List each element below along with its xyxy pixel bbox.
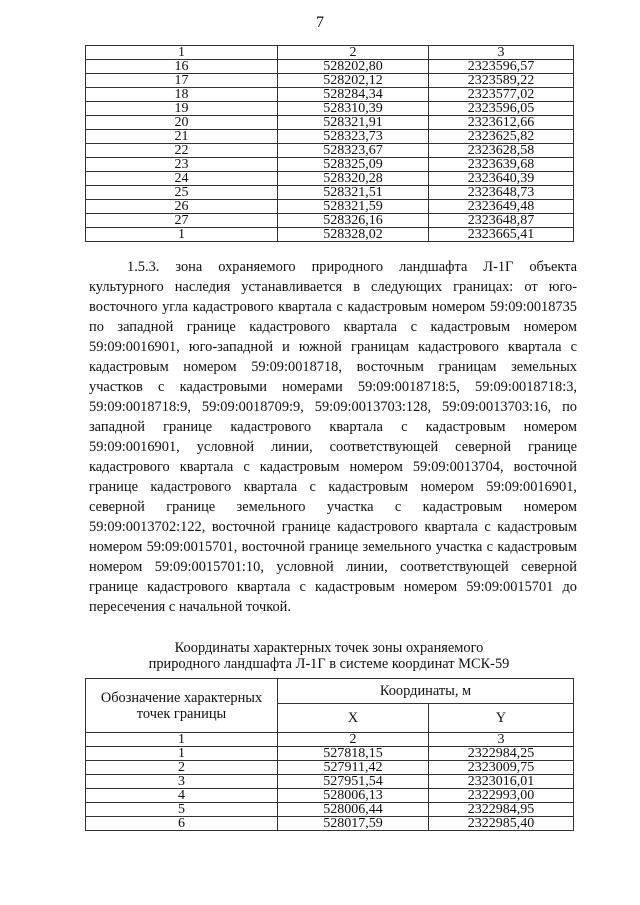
x-cell: 528320,28	[278, 172, 429, 186]
table-row	[86, 200, 574, 214]
x-cell: 528006,44	[278, 803, 429, 817]
col-header-y: Y	[429, 704, 574, 733]
point-cell: 1	[86, 228, 278, 242]
table-row	[86, 144, 574, 158]
table-row	[86, 102, 574, 116]
y-cell: 2322984,25	[429, 747, 574, 761]
table-caption	[85, 640, 573, 672]
table-row	[86, 186, 574, 200]
x-cell: 528323,67	[278, 144, 429, 158]
x-cell: 2	[278, 733, 429, 747]
x-cell: 528017,59	[278, 817, 429, 831]
col-header-points: Обозначение характерных точек границы	[86, 679, 278, 733]
paragraph-1-5-3: 1.5.3. зона охраняемого природного ландшафта Л-1Г объекта культурного наследия устанавливается в следующих границах: от юго-восточного угла кадастрового квартала с кадастровым номером 59:09:0018735 по западной границе кадастрового квартала с кадастровым номером 59:09:0016901, юго-западной и южной границам кадастрового квартала с кадастровым номером 59:09:0018718, восточным границам земельных участков с кадастровыми номерами 59:09:0018718:5, 59:09:0018718:3, 59:09:0018718:9, 59:09:0018709:9, 59:09:0013703:128, 59:09:0013703:16, по западной границе кадастрового квартала с кадастровым номером 59:09:0016901, условной линии, соответствующей северной границе кадастрового квартала с кадастровым номером 59:09:0013704, восточной границе кадастрового квартала с кадастровым номером 59:09:0016901, северной границе земельного участка с кадастровым номером 59:09:0013702:122, восточной границе кадастрового квартала с кадастровым номером 59:09:0015701, восточной границе земельного участка с кадастровым номером 59:09:0015701:10, условной линии, соответствующей северной границе кадастрового квартала с кадастровым номером 59:09:0015701 до пересечения с начальной точкой.	[89, 259, 577, 615]
point-cell: 1	[86, 733, 278, 747]
x-cell: 528202,12	[278, 74, 429, 88]
y-cell: 3	[429, 46, 574, 60]
table-row	[86, 130, 574, 144]
y-cell: 2323665,41	[429, 228, 574, 242]
table-row	[86, 172, 574, 186]
table-row	[86, 817, 574, 831]
point-cell: 17	[86, 74, 278, 88]
y-cell: 2322985,40	[429, 817, 574, 831]
coordinates-table-continued	[85, 45, 574, 242]
table-row	[86, 747, 574, 761]
col-header-coordinates: Координаты, м	[278, 679, 574, 704]
x-cell: 527951,54	[278, 775, 429, 789]
point-cell: 16	[86, 60, 278, 74]
y-cell: 2323577,02	[429, 88, 574, 102]
col-header-x: X	[278, 704, 429, 733]
table-row	[86, 116, 574, 130]
point-cell: 26	[86, 200, 278, 214]
y-cell: 2323640,39	[429, 172, 574, 186]
y-cell: 3	[429, 733, 574, 747]
x-cell: 2	[278, 46, 429, 60]
table-number-row	[86, 46, 574, 60]
x-cell: 528328,02	[278, 228, 429, 242]
table-row	[86, 228, 574, 242]
point-cell: 27	[86, 214, 278, 228]
table-row	[86, 214, 574, 228]
x-cell: 528325,09	[278, 158, 429, 172]
point-cell: 21	[86, 130, 278, 144]
x-cell: 528323,73	[278, 130, 429, 144]
y-cell: 2323009,75	[429, 761, 574, 775]
point-cell: 6	[86, 817, 278, 831]
point-cell: 19	[86, 102, 278, 116]
x-cell: 528321,51	[278, 186, 429, 200]
table-row	[86, 88, 574, 102]
caption-line-1: Координаты характерных точек зоны охраняемого	[174, 640, 484, 656]
point-cell: 20	[86, 116, 278, 130]
point-cell: 25	[86, 186, 278, 200]
y-cell: 2323016,01	[429, 775, 574, 789]
table-row	[86, 74, 574, 88]
table-row	[86, 789, 574, 803]
x-cell: 528321,91	[278, 116, 429, 130]
y-cell: 2322993,00	[429, 789, 574, 803]
point-cell: 4	[86, 789, 278, 803]
point-cell: 18	[86, 88, 278, 102]
x-cell: 527818,15	[278, 747, 429, 761]
y-cell: 2323639,68	[429, 158, 574, 172]
point-cell: 2	[86, 761, 278, 775]
y-cell: 2323628,58	[429, 144, 574, 158]
point-cell: 1	[86, 46, 278, 60]
x-cell: 528006,13	[278, 789, 429, 803]
point-cell: 22	[86, 144, 278, 158]
x-cell: 528284,34	[278, 88, 429, 102]
x-cell: 527911,42	[278, 761, 429, 775]
y-cell: 2323589,22	[429, 74, 574, 88]
page-number: 7	[316, 14, 324, 31]
section-text	[89, 257, 577, 617]
point-cell: 3	[86, 775, 278, 789]
table-row	[86, 775, 574, 789]
point-cell: 1	[86, 747, 278, 761]
y-cell: 2323596,57	[429, 60, 574, 74]
y-cell: 2323648,73	[429, 186, 574, 200]
x-cell: 528326,16	[278, 214, 429, 228]
point-cell: 24	[86, 172, 278, 186]
y-cell: 2323649,48	[429, 200, 574, 214]
x-cell: 528202,80	[278, 60, 429, 74]
point-cell: 5	[86, 803, 278, 817]
table-number-row	[86, 733, 574, 747]
table-row	[86, 803, 574, 817]
y-cell: 2323625,82	[429, 130, 574, 144]
point-cell: 23	[86, 158, 278, 172]
y-cell: 2323648,87	[429, 214, 574, 228]
x-cell: 528321,59	[278, 200, 429, 214]
caption-line-2: природного ландшафта Л-1Г в системе координат МСК-59	[148, 656, 510, 672]
y-cell: 2323612,66	[429, 116, 574, 130]
table-row	[86, 60, 574, 74]
y-cell: 2323596,05	[429, 102, 574, 116]
table-row	[86, 761, 574, 775]
table-row	[86, 158, 574, 172]
x-cell: 528310,39	[278, 102, 429, 116]
coordinates-table	[85, 678, 574, 831]
y-cell: 2322984,95	[429, 803, 574, 817]
